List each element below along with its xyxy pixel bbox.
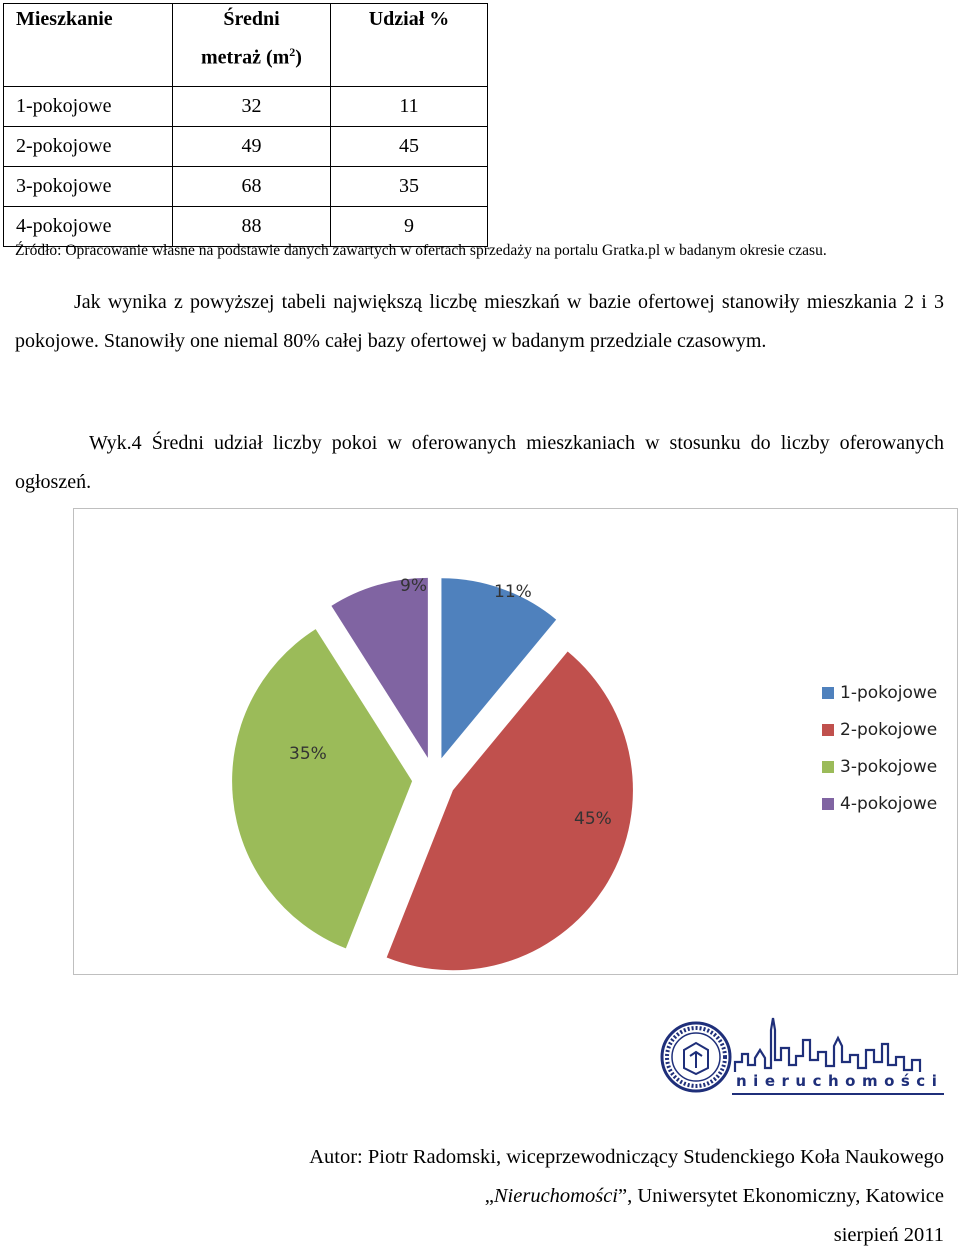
cell-name: 1-pokojowe (4, 87, 173, 127)
data-label: 45% (574, 809, 612, 829)
chart-legend (822, 674, 937, 822)
table-row (4, 87, 488, 127)
table-row (4, 207, 488, 247)
data-label: 11% (494, 582, 532, 602)
legend-swatch (822, 798, 834, 810)
cell-name: 3-pokojowe (4, 167, 173, 207)
legend-label: 2-pokojowe (840, 719, 938, 740)
header-mieszkanie: Mieszkanie (4, 4, 173, 87)
legend-swatch (822, 687, 834, 699)
legend-item (822, 674, 937, 711)
author-line: Autor: Piotr Radomski, wiceprzewodniczący Studenckiego Koła Naukowego (309, 1146, 944, 1168)
table-source-note: Źródło: Opracowanie własne na podstawie danych zawartych w ofertach sprzedaży na portalu Gratka.pl w badanym okresie czasu. (15, 242, 827, 259)
cell-area: 32 (173, 87, 331, 127)
pie-chart-frame (73, 508, 958, 975)
university-logo (660, 1010, 945, 1105)
legend-item (822, 785, 937, 822)
cell-area: 49 (173, 127, 331, 167)
legend-swatch (822, 724, 834, 736)
apartment-table (3, 3, 488, 247)
cell-share: 11 (331, 87, 488, 127)
author-date: sierpień 2011 (833, 1224, 944, 1246)
legend-item (822, 748, 937, 785)
city-skyline (735, 1018, 920, 1072)
cell-share: 45 (331, 127, 488, 167)
legend-label: 3-pokojowe (840, 756, 938, 777)
legend-swatch (822, 761, 834, 773)
data-label: 9% (400, 576, 427, 596)
cell-area: 88 (173, 207, 331, 247)
seal-emblem (662, 1023, 730, 1091)
chart-caption: Wyk.4 Średni udział liczby pokoi w oferowanych mieszkaniach w stosunku do liczby oferowanych ogłoszeń. (15, 432, 944, 493)
cell-share: 9 (331, 207, 488, 247)
table-row (4, 127, 488, 167)
legend-item (822, 711, 937, 748)
legend-label: 1-pokojowe (840, 682, 938, 703)
author-affiliation: „Nieruchomości”, Uniwersytet Ekonomiczny, Katowice (484, 1185, 944, 1207)
table-header-row (4, 4, 488, 87)
header-sredni-metraz: Średni metraż $(m^2)$ (173, 4, 331, 87)
header-udzial: Udział % (331, 4, 488, 87)
author-block (309, 1138, 944, 1255)
legend-label: 4-pokojowe (840, 793, 938, 814)
logo-wordmark: nieruchomości (736, 1072, 944, 1090)
data-label: 35% (289, 744, 327, 764)
table-row (4, 167, 488, 207)
cell-name: 2-pokojowe (4, 127, 173, 167)
cell-area: 68 (173, 167, 331, 207)
cell-name: 4-pokojowe (4, 207, 173, 247)
cell-share: 35 (331, 167, 488, 207)
body-paragraph: Jak wynika z powyższej tabeli największą liczbę mieszkań w bazie ofertowej stanowiły mieszkania 2 i 3 pokojowe. Stanowiły one niemal 80% całej bazy ofertowej w badanym przedziale czasowym. (15, 291, 944, 352)
